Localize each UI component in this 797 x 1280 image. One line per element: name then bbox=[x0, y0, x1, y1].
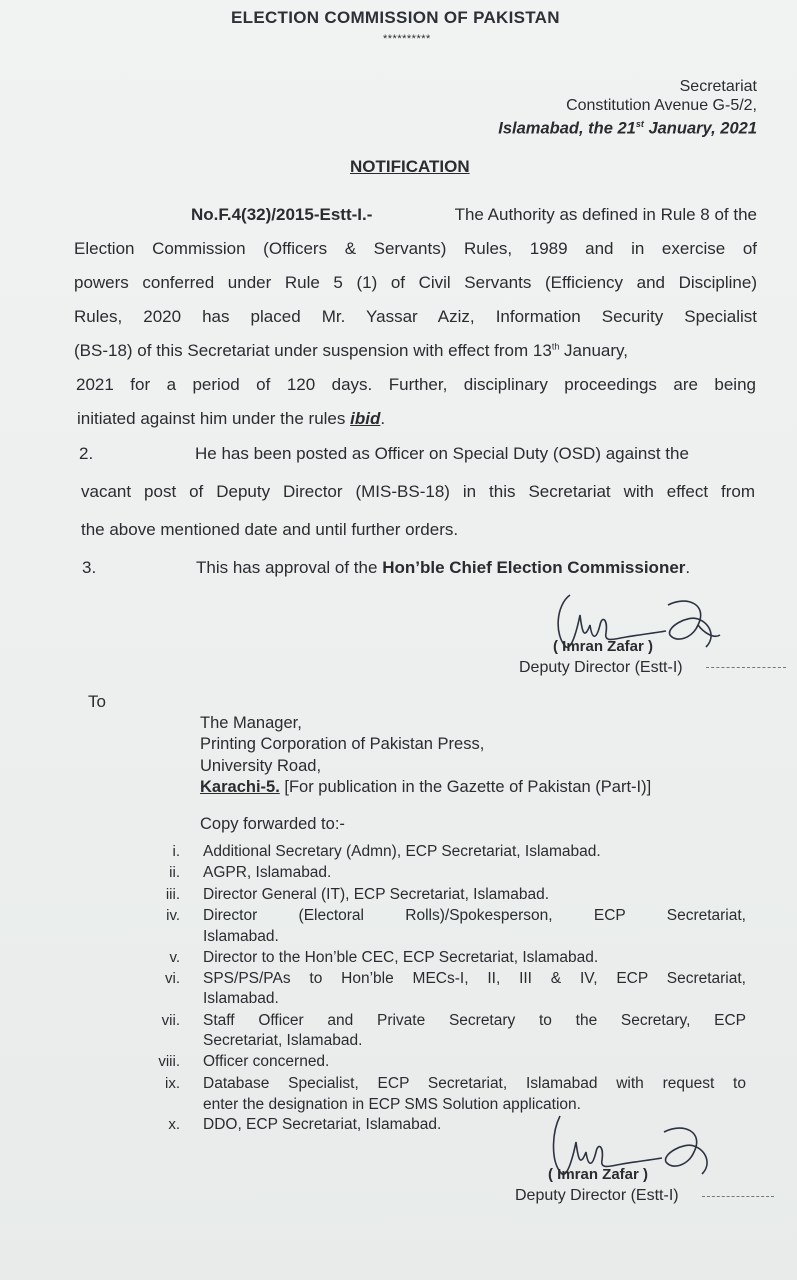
copy-item-10: DDO, ECP Secretariat, Islamabad. bbox=[203, 1116, 442, 1133]
signatory-name-1: ( Imran Zafar ) bbox=[553, 638, 654, 655]
copy-forwarded-label: Copy forwarded to:- bbox=[200, 815, 345, 833]
copy-item-1: Additional Secretary (Admn), ECP Secretariat, Islamabad. bbox=[203, 843, 601, 860]
signatory-name-2: ( Imran Zafar ) bbox=[548, 1166, 649, 1183]
copy-item-8: Officer concerned. bbox=[203, 1053, 330, 1070]
copy-num-7: vii. bbox=[161, 1012, 180, 1029]
para1-line-1: No.F.4(32)/2015-Estt-I.- The Authority as defined in Rule 8 of the bbox=[191, 205, 757, 224]
copy-num-8: viii. bbox=[158, 1053, 180, 1070]
reference-number: No.F.4(32)/2015-Estt-I.- bbox=[191, 205, 373, 224]
copy-num-2: ii. bbox=[169, 864, 180, 881]
para1-line-6: 2021 for a period of 120 days. Further, disciplinary proceedings are being bbox=[76, 375, 756, 394]
copy-item-6-cont: Islamabad. bbox=[203, 990, 279, 1007]
address-line-1: Secretariat bbox=[679, 78, 757, 95]
page-title: NOTIFICATION bbox=[350, 157, 470, 176]
copy-item-4-cont: Islamabad. bbox=[203, 928, 279, 945]
issue-date: Islamabad, the 21st January, 2021 bbox=[498, 119, 757, 138]
copy-num-1: i. bbox=[172, 843, 180, 860]
recipient-line-1: The Manager, bbox=[200, 714, 302, 732]
para1-line-3: powers conferred under Rule 5 (1) of Civil Servants (Efficiency and Discipline) bbox=[74, 273, 757, 292]
para2-number: 2. bbox=[79, 444, 94, 463]
recipient-line-4: Karachi-5. [For publication in the Gazette of Pakistan (Part-I)] bbox=[200, 778, 652, 796]
recipient-line-2: Printing Corporation of Pakistan Press, bbox=[200, 735, 485, 753]
para1-line-5: (BS-18) of this Secretariat under suspension with effect from 13th January, bbox=[74, 341, 628, 360]
copy-item-6: SPS/PS/PAs to Hon’ble MECs-I, II, III & IV, ECP Secretariat, bbox=[203, 970, 746, 987]
signature-1-rule bbox=[706, 667, 786, 668]
para1-line-2: Election Commission (Officers & Servants) Rules, 1989 and in exercise of bbox=[74, 239, 757, 258]
copy-num-5: v. bbox=[169, 949, 180, 966]
para1-line-7: initiated against him under the rules ibid. bbox=[77, 409, 386, 428]
recipient-line-3: University Road, bbox=[200, 757, 322, 775]
copy-item-4: Director (Electoral Rolls)/Spokesperson, ECP Secretariat, bbox=[203, 907, 746, 924]
copy-item-5: Director to the Hon’ble CEC, ECP Secretariat, Islamabad. bbox=[203, 949, 599, 966]
to-label: To bbox=[88, 692, 106, 711]
copy-item-9: Database Specialist, ECP Secretariat, Islamabad with request to bbox=[203, 1075, 746, 1092]
copy-item-9-cont: enter the designation in ECP SMS Solution application. bbox=[203, 1096, 581, 1113]
copy-num-4: iv. bbox=[166, 907, 180, 924]
copy-num-9: ix. bbox=[165, 1075, 180, 1092]
copy-num-6: vi. bbox=[165, 970, 180, 987]
copy-num-3: iii. bbox=[165, 886, 180, 903]
org-heading: ELECTION COMMISSION OF PAKISTAN bbox=[231, 8, 560, 27]
para3-number: 3. bbox=[82, 558, 97, 577]
para2-line-3: the above mentioned date and until further orders. bbox=[81, 520, 459, 539]
signatory-title-2: Deputy Director (Estt-I) bbox=[515, 1187, 679, 1204]
copy-num-10: x. bbox=[168, 1116, 180, 1133]
copy-item-7: Staff Officer and Private Secretary to the Secretary, ECP bbox=[203, 1012, 746, 1029]
copy-item-2: AGPR, Islamabad. bbox=[203, 864, 332, 881]
signature-2-rule bbox=[702, 1196, 774, 1197]
para2-line-2: vacant post of Deputy Director (MIS-BS-18) in this Secretariat with effect from bbox=[81, 482, 755, 501]
para1-line-4: Rules, 2020 has placed Mr. Yassar Aziz, Information Security Specialist bbox=[74, 307, 757, 326]
signatory-title-1: Deputy Director (Estt-I) bbox=[519, 659, 683, 676]
address-line-2: Constitution Avenue G-5/2, bbox=[566, 97, 757, 114]
heading-stars: ********** bbox=[383, 33, 431, 45]
copy-item-3: Director General (IT), ECP Secretariat, Islamabad. bbox=[203, 886, 550, 903]
para2-line-1: He has been posted as Officer on Special Duty (OSD) against the bbox=[195, 444, 689, 463]
copy-item-7-cont: Secretariat, Islamabad. bbox=[203, 1032, 363, 1049]
para3-text: This has approval of the Hon’ble Chief Election Commissioner. bbox=[196, 558, 691, 577]
